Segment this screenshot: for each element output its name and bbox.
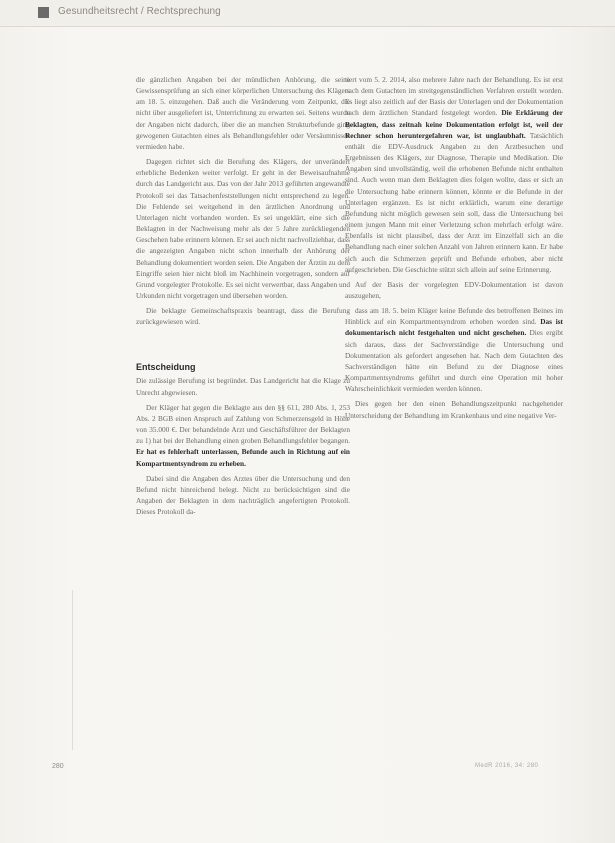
spacer	[136, 331, 350, 349]
right-paragraph-1-emphasis: Die Erklärung der Beklagten, dass zeitnah keine Dokumentation erfolgt ist, weil der Rechner schon heruntergefahren war, ist unglaubhaft.	[345, 108, 563, 140]
scan-artifact	[72, 590, 73, 750]
right-paragraph-3-emphasis: Das ist dokumentarisch nicht festgehalten und nicht geschehen.	[345, 317, 563, 338]
left-paragraph-6: Dabei sind die Angaben des Arztes über die Untersuchung und den Befund nicht hinreichend belegt. Nicht zu berücksichtigen sind die Angaben der Beklagten in dem nachträglich angefertigten Protokoll. Dieses Protokoll da-	[136, 473, 350, 517]
section-heading-entscheidung: Entscheidung	[136, 362, 196, 373]
page-number: 280	[52, 763, 64, 770]
left-paragraph-5-text: Der Kläger hat gegen die Beklagte aus den §§ 611, 280 Abs. 1, 253 Abs. 2 BGB einen Anspruch auf Zahlung von Schmerzensgeld in Höhe von 35.000 €. Der behandelnde Arzt und Geschäftsführer der Beklagten zu 1) hat bei der Behandlung einen groben Behandlungsfehler begangen.	[136, 402, 350, 446]
right-paragraph-2: Auf der Basis der vorgelegten EDV-Dokumentation ist davon auszugehen,	[345, 279, 563, 300]
right-paragraph-1-tail: Tatsächlich enthält die EDV-Ausdruck Angaben zu den Arztbesuchen und Ergebnissen des Klägers, zur Diagnose, Therapie und Medikation. Die Angaben sind unvollständig, weil die erhobenen Befunde nicht enthalten sind. Auch wenn man dem Beklagten dies folgen wollte, dass er sich an die Untersuchung habe erinnern können, könnte er die Befunde in der Unterlagen ergänzen. Es ist nicht erklärlich, warum eine derartige Befundung nicht möglich gewesen sein soll, dass die Untersuchung bei einem jungen Mann mit einer Verletzung schon mehrfach erfolgt wäre. Ebenfalls ist nicht plausibel, dass der Arzt im Einzelfall sich an die Behandlung nach einer solchen Anzahl von Jahren erinnern kann. Er habe sich auch die Schmerzen geprüft und Befunde erhoben, aber nicht aufgeschrieben. Die Geschichte stützt sich allein auf seine Erinnerung.	[345, 130, 563, 274]
left-paragraph-5	[136, 402, 350, 469]
right-paragraph-1-text: tiert vom 5. 2. 2014, also mehrere Jahre nach der Behandlung. Es ist erst nach dem Gutachten im streitgegenständlichen Verfahren erstellt worden. Es liegt also zeitlich auf der Basis der Unterlagen und der Dokumentation nach dem ärztlichen Standard festgelegt worden.	[345, 75, 563, 118]
right-paragraph-3-tail: Dies ergibt sich daraus, dass der Sachverständige die Untersuchung und Dokumentation als gefordert angesehen hat. Nach dem Gutachten des Sachverständigen hätte ein Befund zu der Diagnose eines Kompartmentsyndroms geführt und durch eine Operation mit hoher Wahrscheinlichkeit vermieden werden können.	[345, 328, 563, 394]
right-column	[345, 74, 563, 425]
left-column	[136, 74, 350, 521]
journal-reference: MedR 2016, 34: 280	[475, 763, 539, 769]
header-title: Gesundheitsrecht / Rechtsprechung	[58, 6, 221, 17]
running-header	[0, 0, 615, 27]
right-paragraph-1	[345, 74, 563, 275]
left-paragraph-2: Dagegen richtet sich die Berufung des Klägers, der unverändert erhebliche Bedenken weiter verfolgt. Er geht in der Beweisaufnahme durch das Landgericht aus. Das von der Jahr 2013 geführten angewandte Protokoll sei das Tatsachenfeststellungen nicht entsprechend zu legen. Die Fehlende sei weitgehend in den ärztlichen Anordnung und Unterlagen nicht vorhanden worden. Es sei ungeklärt, eine sich die Beklagten in der Nachweisung mehr als der 5 Jahre zurückliegenden Geschehen habe erinnern können. Er sei auch nicht nachvollziehbar, dass die angezeigten Angaben nicht schon innerhalb der Anhörung der Behandlung dokumentiert worden seien. Die Angaben der Ärztin zu dem Eingriffe seien hier nicht bloß im Nachhinein vorgetragen, sondern auf Grund vorgelegter Protokolle. Es sei nicht verwertbar, dass Angaben und Urkunden nicht vorgetragen und übersehen worden.	[136, 157, 350, 300]
right-paragraph-3-text: dass am 18. 5. beim Kläger keine Befunde des betroffenen Beines im Hinblick auf ein Kompartmentsyndrom erhoben worden sind.	[345, 306, 563, 327]
right-paragraph-4: Dies gegen her den einen Behandlungszeitpunkt nachgehender Unterscheidung der Behandlung im Krankenhaus und eine negative Ver-	[345, 399, 563, 420]
left-paragraph-4: Die zulässige Berufung ist begründet. Das Landgericht hat die Klage zu Unrecht abgewiesen.	[136, 376, 350, 397]
left-paragraph-3: Die beklagte Gemeinschaftspraxis beantragt, dass die Berufung zurückgewiesen wird.	[136, 306, 350, 327]
right-paragraph-3	[345, 305, 563, 394]
left-paragraph-1: die gänzlichen Angaben bei der mündlichen Anhörung, die seine Gewissensprüfung an sich einer körperlichen Untersuchung des Klägers am 18. 5. einzugehen. Daß auch die Veränderung vom Zeitpunkt, die nicht über ausgeliefert ist, Unterrichtung zu erwarten sei. Seitens wurde der Angaben nicht dadurch, über die an manchen Strukturbefunde ging gewogenen Gutachten eines als Behandlungsfehler oder Versäumnissen vermieden habe.	[136, 75, 350, 151]
left-paragraph-5-emphasis: Er hat es fehlerhaft unterlassen, Befunde auch in Richtung auf ein Kompartmentsyndrom zu erheben.	[136, 447, 350, 468]
square-mark-icon	[38, 7, 49, 18]
